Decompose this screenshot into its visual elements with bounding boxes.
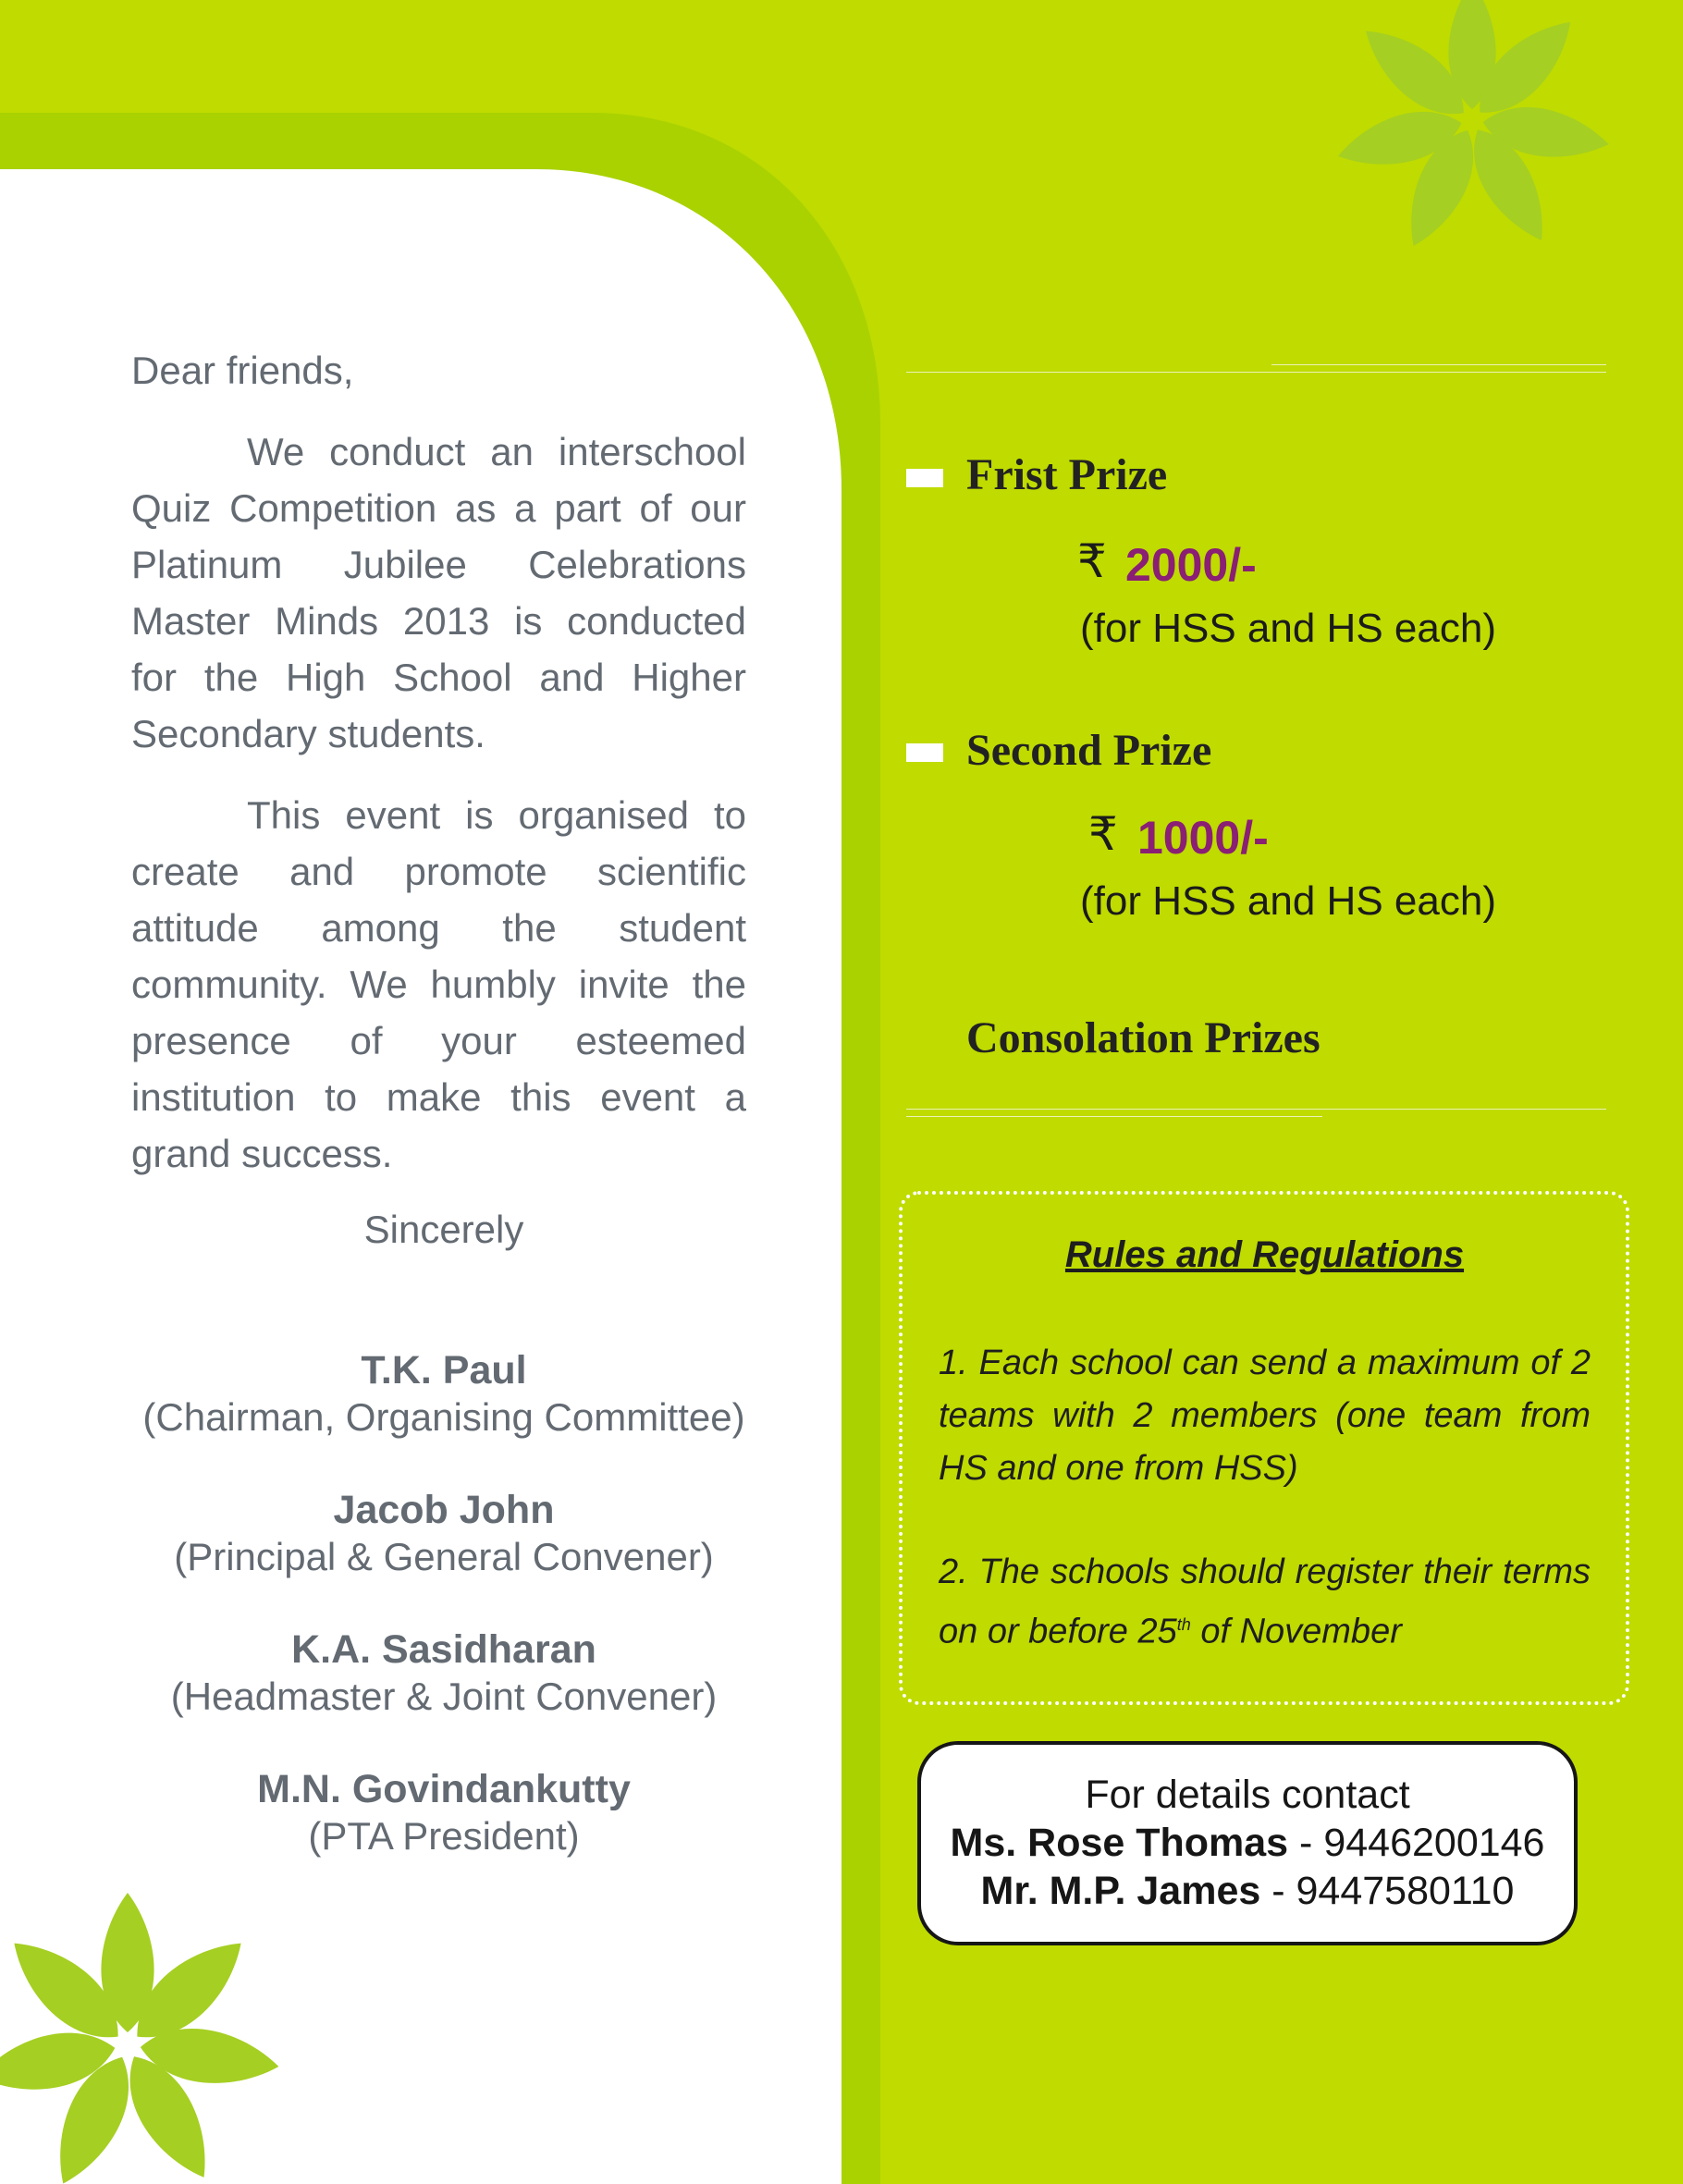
- contact-phone: 9446200146: [1323, 1821, 1545, 1865]
- bullet-icon: [906, 743, 943, 762]
- first-prize-note: (for HSS and HS each): [1080, 606, 1496, 651]
- signatory-name: K.A. Sasidharan: [291, 1627, 596, 1672]
- rule-1: 1. Each school can send a maximum of 2 teams with 2 members (one team from HS and one from HSS): [939, 1344, 1591, 1488]
- bullet-icon: [906, 469, 943, 487]
- first-prize-amount: 2000/-: [1125, 539, 1257, 591]
- signatory-role: (Headmaster & Joint Convener): [170, 1675, 718, 1718]
- contact-name: Ms. Rose Thomas: [950, 1821, 1289, 1865]
- contact-name: Mr. M.P. James: [980, 1869, 1261, 1913]
- rule-2-text: 2. The schools should register their terms on or before 25: [939, 1552, 1591, 1651]
- divider-line: [906, 1109, 1606, 1110]
- contact-heading: For details contact: [1085, 1773, 1410, 1817]
- second-prize-note: (for HSS and HS each): [1080, 878, 1496, 924]
- divider-line: [906, 372, 1606, 373]
- first-prize-title: Frist Prize: [966, 450, 1168, 499]
- divider-line: [906, 1116, 1322, 1117]
- signatory: [0, 1765, 888, 1859]
- letter-paragraph-2: This event is organised to create and promote scientific attitude among the student community. We humbly invite the presence of your esteemed institution to make this event a grand success.: [131, 793, 746, 1175]
- signatory-role: (PTA President): [308, 1814, 580, 1858]
- signatory-role: (Principal & General Convener): [174, 1535, 714, 1578]
- consolation-prizes-title: Consolation Prizes: [966, 1013, 1321, 1062]
- contact-box: [917, 1741, 1578, 1945]
- ordinal-suffix: th: [1176, 1615, 1191, 1634]
- signatory: [0, 1626, 888, 1720]
- closing: Sincerely: [363, 1208, 524, 1251]
- contact-line: Ms. Rose Thomas - 9446200146: [950, 1821, 1545, 1865]
- signatory-name: Jacob John: [333, 1488, 555, 1532]
- signatory: [0, 1486, 888, 1580]
- rupee-icon: ₹: [1077, 535, 1107, 587]
- rule-2-text-end: of November: [1190, 1612, 1402, 1651]
- signatory-name: M.N. Govindankutty: [257, 1767, 631, 1811]
- rules-title: Rules and Regulations: [1064, 1234, 1465, 1275]
- greeting: Dear friends,: [131, 349, 354, 392]
- contact-line: Mr. M.P. James - 9447580110: [980, 1869, 1515, 1913]
- second-prize-amount: 1000/-: [1137, 812, 1269, 864]
- signatory-role: (Chairman, Organising Committee): [142, 1395, 745, 1439]
- divider-line: [1271, 364, 1606, 365]
- rupee-icon: ₹: [1088, 808, 1118, 860]
- contact-phone: 9447580110: [1296, 1869, 1515, 1913]
- rule-2: [939, 1546, 1591, 1659]
- signatory-name: T.K. Paul: [361, 1348, 527, 1393]
- second-prize-title: Second Prize: [966, 726, 1212, 775]
- signatory: [0, 1346, 888, 1441]
- letter-paragraph-1: We conduct an interschool Quiz Competition as a part of our Platinum Jubilee Celebrations Master Minds 2013 is conducted for the High School and Higher Secondary students.: [131, 430, 746, 755]
